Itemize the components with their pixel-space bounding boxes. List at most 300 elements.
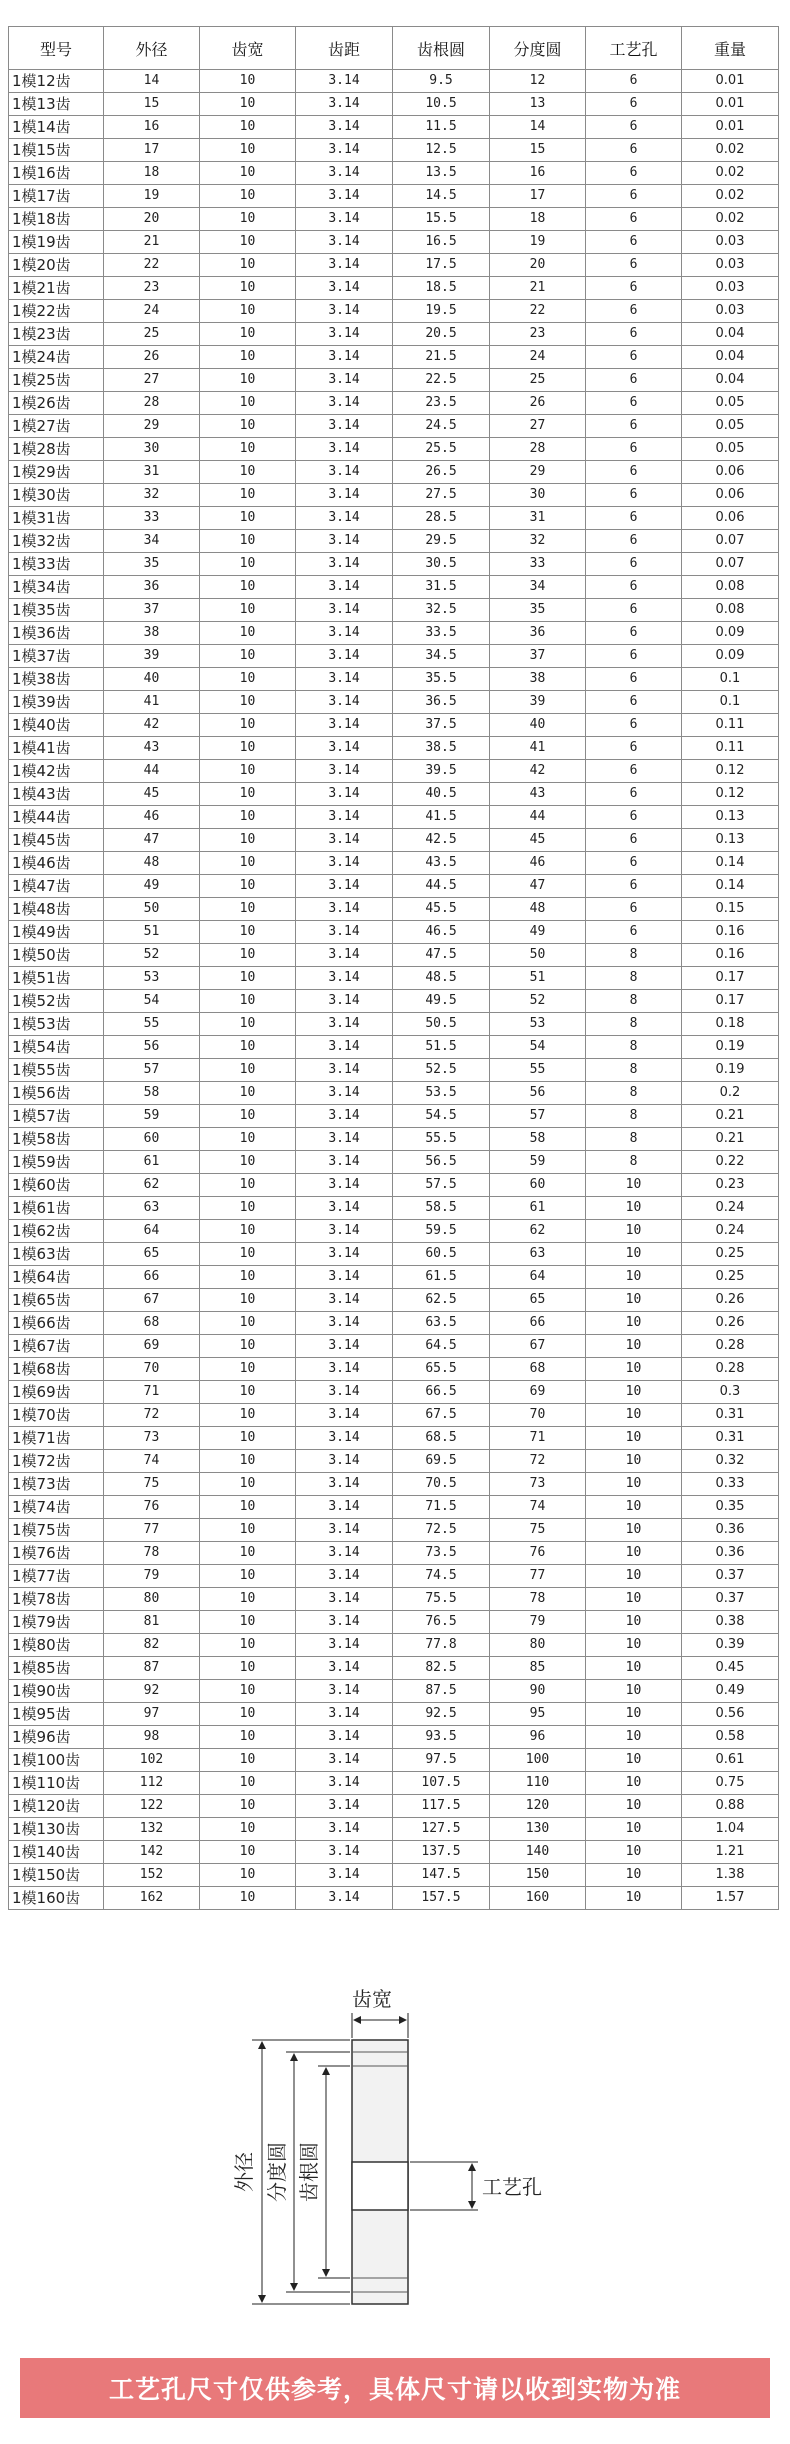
table-cell: 0.05 xyxy=(682,438,779,461)
table-cell: 19 xyxy=(104,185,200,208)
table-cell: 10 xyxy=(200,1542,296,1565)
table-cell: 39 xyxy=(490,691,586,714)
table-cell: 36 xyxy=(490,622,586,645)
table-cell: 35 xyxy=(490,599,586,622)
table-cell: 0.02 xyxy=(682,208,779,231)
table-cell: 3.14 xyxy=(296,737,393,760)
table-row xyxy=(9,1841,779,1864)
table-cell: 3.14 xyxy=(296,162,393,185)
table-cell: 10 xyxy=(200,254,296,277)
table-cell: 10 xyxy=(200,1818,296,1841)
table-cell: 68.5 xyxy=(393,1427,490,1450)
table-cell: 59 xyxy=(104,1105,200,1128)
table-cell: 10 xyxy=(586,1887,682,1910)
table-row xyxy=(9,70,779,93)
outer-diameter-label: 外径 xyxy=(232,2152,256,2192)
table-cell: 8 xyxy=(586,944,682,967)
table-cell: 0.17 xyxy=(682,990,779,1013)
table-cell: 1模43齿 xyxy=(9,783,104,806)
table-cell: 10 xyxy=(586,1197,682,1220)
table-cell: 0.02 xyxy=(682,162,779,185)
table-cell: 157.5 xyxy=(393,1887,490,1910)
table-cell: 1模36齿 xyxy=(9,622,104,645)
table-cell: 15 xyxy=(490,139,586,162)
table-cell: 56 xyxy=(490,1082,586,1105)
table-cell: 10 xyxy=(200,530,296,553)
table-cell: 10 xyxy=(586,1818,682,1841)
table-cell: 21 xyxy=(490,277,586,300)
table-cell: 51.5 xyxy=(393,1036,490,1059)
table-cell: 33 xyxy=(490,553,586,576)
table-cell: 10 xyxy=(200,691,296,714)
table-cell: 10 xyxy=(200,185,296,208)
table-cell: 6 xyxy=(586,70,682,93)
table-cell: 0.58 xyxy=(682,1726,779,1749)
table-cell: 27.5 xyxy=(393,484,490,507)
table-cell: 60 xyxy=(104,1128,200,1151)
table-cell: 3.14 xyxy=(296,1818,393,1841)
table-row xyxy=(9,1772,779,1795)
table-cell: 3.14 xyxy=(296,576,393,599)
table-cell: 66 xyxy=(104,1266,200,1289)
table-row xyxy=(9,277,779,300)
table-cell: 78 xyxy=(490,1588,586,1611)
table-cell: 1模66齿 xyxy=(9,1312,104,1335)
table-cell: 0.06 xyxy=(682,461,779,484)
table-cell: 0.12 xyxy=(682,760,779,783)
table-row xyxy=(9,346,779,369)
table-cell: 46 xyxy=(490,852,586,875)
table-cell: 68 xyxy=(104,1312,200,1335)
table-cell: 27 xyxy=(104,369,200,392)
table-cell: 1.04 xyxy=(682,1818,779,1841)
table-cell: 122 xyxy=(104,1795,200,1818)
table-row xyxy=(9,1335,779,1358)
table-cell: 1模27齿 xyxy=(9,415,104,438)
table-cell: 0.37 xyxy=(682,1588,779,1611)
table-row xyxy=(9,116,779,139)
table-cell: 28 xyxy=(490,438,586,461)
table-cell: 56.5 xyxy=(393,1151,490,1174)
table-row xyxy=(9,1611,779,1634)
table-cell: 70 xyxy=(104,1358,200,1381)
table-cell: 1模25齿 xyxy=(9,369,104,392)
table-cell: 10 xyxy=(200,1128,296,1151)
table-cell: 17 xyxy=(490,185,586,208)
table-cell: 0.12 xyxy=(682,783,779,806)
table-cell: 1模90齿 xyxy=(9,1680,104,1703)
table-cell: 72.5 xyxy=(393,1519,490,1542)
table-cell: 3.14 xyxy=(296,1519,393,1542)
table-cell: 25 xyxy=(490,369,586,392)
table-cell: 10 xyxy=(200,1680,296,1703)
table-cell: 10 xyxy=(586,1266,682,1289)
table-cell: 6 xyxy=(586,806,682,829)
table-cell: 102 xyxy=(104,1749,200,1772)
table-cell: 31 xyxy=(490,507,586,530)
table-cell: 1模23齿 xyxy=(9,323,104,346)
table-cell: 10 xyxy=(586,1703,682,1726)
table-cell: 0.04 xyxy=(682,346,779,369)
table-row xyxy=(9,1496,779,1519)
table-row xyxy=(9,668,779,691)
table-row xyxy=(9,622,779,645)
table-cell: 0.19 xyxy=(682,1059,779,1082)
table-cell: 43 xyxy=(104,737,200,760)
table-cell: 54.5 xyxy=(393,1105,490,1128)
table-row xyxy=(9,1266,779,1289)
table-cell: 1模62齿 xyxy=(9,1220,104,1243)
table-cell: 10 xyxy=(200,760,296,783)
table-cell: 142 xyxy=(104,1841,200,1864)
table-cell: 74 xyxy=(104,1450,200,1473)
table-cell: 10 xyxy=(200,599,296,622)
table-cell: 76 xyxy=(490,1542,586,1565)
table-cell: 60 xyxy=(490,1174,586,1197)
table-cell: 8 xyxy=(586,1151,682,1174)
table-cell: 42.5 xyxy=(393,829,490,852)
table-row xyxy=(9,231,779,254)
table-cell: 47 xyxy=(104,829,200,852)
table-row xyxy=(9,392,779,415)
table-cell: 29 xyxy=(104,415,200,438)
table-cell: 58.5 xyxy=(393,1197,490,1220)
table-cell: 46 xyxy=(104,806,200,829)
table-cell: 0.35 xyxy=(682,1496,779,1519)
table-cell: 3.14 xyxy=(296,530,393,553)
table-cell: 0.04 xyxy=(682,369,779,392)
table-cell: 10 xyxy=(200,1312,296,1335)
table-cell: 70 xyxy=(490,1404,586,1427)
table-cell: 3.14 xyxy=(296,1887,393,1910)
column-header: 外径 xyxy=(104,27,200,70)
table-cell: 10 xyxy=(200,898,296,921)
table-cell: 57.5 xyxy=(393,1174,490,1197)
table-cell: 3.14 xyxy=(296,346,393,369)
table-cell: 1模45齿 xyxy=(9,829,104,852)
table-cell: 36.5 xyxy=(393,691,490,714)
table-cell: 18.5 xyxy=(393,277,490,300)
table-header xyxy=(9,27,779,70)
table-cell: 1模29齿 xyxy=(9,461,104,484)
table-cell: 10 xyxy=(200,1151,296,1174)
table-cell: 3.14 xyxy=(296,484,393,507)
table-cell: 1模70齿 xyxy=(9,1404,104,1427)
table-cell: 10 xyxy=(200,1036,296,1059)
table-cell: 1模26齿 xyxy=(9,392,104,415)
table-cell: 3.14 xyxy=(296,1013,393,1036)
table-cell: 10 xyxy=(200,737,296,760)
table-cell: 0.26 xyxy=(682,1289,779,1312)
table-cell: 10.5 xyxy=(393,93,490,116)
table-cell: 0.24 xyxy=(682,1220,779,1243)
table-row xyxy=(9,254,779,277)
table-row xyxy=(9,1220,779,1243)
table-cell: 62 xyxy=(490,1220,586,1243)
table-cell: 1模56齿 xyxy=(9,1082,104,1105)
table-row xyxy=(9,1542,779,1565)
table-cell: 1模85齿 xyxy=(9,1657,104,1680)
table-cell: 3.14 xyxy=(296,806,393,829)
table-cell: 10 xyxy=(586,1749,682,1772)
table-row xyxy=(9,1358,779,1381)
table-cell: 1模40齿 xyxy=(9,714,104,737)
table-cell: 20 xyxy=(490,254,586,277)
table-cell: 16.5 xyxy=(393,231,490,254)
table-cell: 1模22齿 xyxy=(9,300,104,323)
table-row xyxy=(9,1174,779,1197)
table-cell: 3.14 xyxy=(296,461,393,484)
table-cell: 1模96齿 xyxy=(9,1726,104,1749)
table-cell: 1模38齿 xyxy=(9,668,104,691)
table-cell: 10 xyxy=(200,622,296,645)
table-row xyxy=(9,139,779,162)
table-cell: 10 xyxy=(200,116,296,139)
table-cell: 1模46齿 xyxy=(9,852,104,875)
table-row xyxy=(9,714,779,737)
table-cell: 51 xyxy=(104,921,200,944)
table-cell: 67 xyxy=(104,1289,200,1312)
table-cell: 0.31 xyxy=(682,1404,779,1427)
table-cell: 0.14 xyxy=(682,852,779,875)
table-cell: 38 xyxy=(104,622,200,645)
table-cell: 10 xyxy=(200,1749,296,1772)
table-cell: 75 xyxy=(104,1473,200,1496)
table-row xyxy=(9,1128,779,1151)
table-cell: 10 xyxy=(200,714,296,737)
table-cell: 3.14 xyxy=(296,1036,393,1059)
table-cell: 10 xyxy=(200,300,296,323)
table-cell: 3.14 xyxy=(296,231,393,254)
table-cell: 10 xyxy=(200,1611,296,1634)
table-cell: 1.38 xyxy=(682,1864,779,1887)
table-cell: 107.5 xyxy=(393,1772,490,1795)
table-row xyxy=(9,1634,779,1657)
table-cell: 1模65齿 xyxy=(9,1289,104,1312)
table-cell: 10 xyxy=(586,1335,682,1358)
table-cell: 33.5 xyxy=(393,622,490,645)
table-row xyxy=(9,530,779,553)
column-header: 齿宽 xyxy=(200,27,296,70)
table-cell: 58 xyxy=(104,1082,200,1105)
table-cell: 10 xyxy=(200,806,296,829)
table-cell: 10 xyxy=(586,1795,682,1818)
table-row xyxy=(9,829,779,852)
table-row xyxy=(9,1404,779,1427)
table-cell: 3.14 xyxy=(296,1864,393,1887)
table-cell: 3.14 xyxy=(296,93,393,116)
table-cell: 0.01 xyxy=(682,93,779,116)
table-cell: 10 xyxy=(200,70,296,93)
table-row xyxy=(9,369,779,392)
table-cell: 1模51齿 xyxy=(9,967,104,990)
table-cell: 63.5 xyxy=(393,1312,490,1335)
table-cell: 0.05 xyxy=(682,415,779,438)
table-cell: 10 xyxy=(586,1496,682,1519)
table-cell: 0.3 xyxy=(682,1381,779,1404)
table-cell: 1模20齿 xyxy=(9,254,104,277)
table-cell: 6 xyxy=(586,323,682,346)
table-cell: 0.06 xyxy=(682,507,779,530)
table-cell: 10 xyxy=(200,507,296,530)
table-row xyxy=(9,415,779,438)
table-cell: 1模52齿 xyxy=(9,990,104,1013)
table-cell: 54 xyxy=(490,1036,586,1059)
table-cell: 80 xyxy=(104,1588,200,1611)
table-cell: 31.5 xyxy=(393,576,490,599)
table-cell: 0.26 xyxy=(682,1312,779,1335)
table-cell: 1模73齿 xyxy=(9,1473,104,1496)
table-cell: 64 xyxy=(490,1266,586,1289)
table-cell: 10 xyxy=(200,93,296,116)
table-row xyxy=(9,1243,779,1266)
table-cell: 130 xyxy=(490,1818,586,1841)
table-cell: 10 xyxy=(200,645,296,668)
table-cell: 3.14 xyxy=(296,185,393,208)
table-row xyxy=(9,1680,779,1703)
table-row xyxy=(9,806,779,829)
table-cell: 10 xyxy=(200,553,296,576)
table-cell: 0.17 xyxy=(682,967,779,990)
table-cell: 10 xyxy=(200,438,296,461)
table-cell: 10 xyxy=(586,1174,682,1197)
table-cell: 6 xyxy=(586,691,682,714)
table-cell: 77.8 xyxy=(393,1634,490,1657)
table-cell: 1模42齿 xyxy=(9,760,104,783)
table-cell: 3.14 xyxy=(296,691,393,714)
table-cell: 10 xyxy=(200,1726,296,1749)
table-cell: 3.14 xyxy=(296,392,393,415)
table-cell: 0.88 xyxy=(682,1795,779,1818)
table-row xyxy=(9,1082,779,1105)
table-cell: 6 xyxy=(586,392,682,415)
table-cell: 1模63齿 xyxy=(9,1243,104,1266)
notice-text: 工艺孔尺寸仅供参考，具体尺寸请以收到实物为准 xyxy=(108,2375,681,2404)
table-cell: 10 xyxy=(586,1611,682,1634)
table-row xyxy=(9,1795,779,1818)
table-cell: 10 xyxy=(586,1680,682,1703)
spec-table xyxy=(8,26,779,1910)
table-cell: 1模28齿 xyxy=(9,438,104,461)
table-cell: 33 xyxy=(104,507,200,530)
table-cell: 8 xyxy=(586,1105,682,1128)
table-cell: 3.14 xyxy=(296,1703,393,1726)
table-cell: 3.14 xyxy=(296,70,393,93)
table-cell: 1模34齿 xyxy=(9,576,104,599)
table-cell: 8 xyxy=(586,1036,682,1059)
table-cell: 49 xyxy=(490,921,586,944)
table-row xyxy=(9,875,779,898)
table-cell: 3.14 xyxy=(296,1220,393,1243)
table-cell: 18 xyxy=(104,162,200,185)
table-cell: 1模13齿 xyxy=(9,93,104,116)
table-cell: 3.14 xyxy=(296,668,393,691)
table-row xyxy=(9,1864,779,1887)
table-cell: 10 xyxy=(586,1841,682,1864)
table-cell: 14 xyxy=(490,116,586,139)
table-cell: 1模58齿 xyxy=(9,1128,104,1151)
table-cell: 6 xyxy=(586,139,682,162)
table-row xyxy=(9,1749,779,1772)
table-cell: 10 xyxy=(200,1082,296,1105)
table-cell: 32.5 xyxy=(393,599,490,622)
table-cell: 0.45 xyxy=(682,1657,779,1680)
table-cell: 0.37 xyxy=(682,1565,779,1588)
table-cell: 3.14 xyxy=(296,1059,393,1082)
table-cell: 63 xyxy=(490,1243,586,1266)
table-cell: 0.07 xyxy=(682,530,779,553)
table-cell: 3.14 xyxy=(296,1841,393,1864)
table-cell: 3.14 xyxy=(296,1289,393,1312)
table-cell: 0.36 xyxy=(682,1519,779,1542)
table-row xyxy=(9,1703,779,1726)
table-cell: 0.03 xyxy=(682,254,779,277)
table-cell: 10 xyxy=(200,1197,296,1220)
table-cell: 1模100齿 xyxy=(9,1749,104,1772)
column-header: 分度圆 xyxy=(490,27,586,70)
table-cell: 6 xyxy=(586,645,682,668)
table-cell: 60.5 xyxy=(393,1243,490,1266)
table-cell: 8 xyxy=(586,1013,682,1036)
table-cell: 75.5 xyxy=(393,1588,490,1611)
table-cell: 1模75齿 xyxy=(9,1519,104,1542)
table-cell: 6 xyxy=(586,668,682,691)
table-cell: 22 xyxy=(104,254,200,277)
table-cell: 14 xyxy=(104,70,200,93)
table-row xyxy=(9,185,779,208)
table-cell: 82 xyxy=(104,1634,200,1657)
table-cell: 10 xyxy=(200,231,296,254)
table-cell: 55.5 xyxy=(393,1128,490,1151)
table-cell: 3.14 xyxy=(296,1680,393,1703)
table-row xyxy=(9,1565,779,1588)
table-cell: 10 xyxy=(586,1565,682,1588)
table-cell: 6 xyxy=(586,208,682,231)
table-cell: 3.14 xyxy=(296,116,393,139)
table-cell: 48.5 xyxy=(393,967,490,990)
table-cell: 65 xyxy=(490,1289,586,1312)
table-cell: 162 xyxy=(104,1887,200,1910)
table-cell: 6 xyxy=(586,116,682,139)
table-cell: 1模130齿 xyxy=(9,1818,104,1841)
table-cell: 16 xyxy=(490,162,586,185)
table-cell: 93.5 xyxy=(393,1726,490,1749)
table-cell: 50 xyxy=(490,944,586,967)
table-cell: 10 xyxy=(200,967,296,990)
table-cell: 45 xyxy=(490,829,586,852)
table-cell: 76 xyxy=(104,1496,200,1519)
table-cell: 3.14 xyxy=(296,1726,393,1749)
table-cell: 1模72齿 xyxy=(9,1450,104,1473)
table-cell: 10 xyxy=(200,1657,296,1680)
table-cell: 3.14 xyxy=(296,1312,393,1335)
table-cell: 92 xyxy=(104,1680,200,1703)
table-cell: 1模61齿 xyxy=(9,1197,104,1220)
table-cell: 1模95齿 xyxy=(9,1703,104,1726)
table-cell: 10 xyxy=(200,1841,296,1864)
table-cell: 29 xyxy=(490,461,586,484)
table-row xyxy=(9,1105,779,1128)
column-header: 工艺孔 xyxy=(586,27,682,70)
header-row xyxy=(9,27,779,70)
table-cell: 72 xyxy=(104,1404,200,1427)
table-cell: 57 xyxy=(104,1059,200,1082)
table-cell: 1模68齿 xyxy=(9,1358,104,1381)
table-row xyxy=(9,507,779,530)
table-cell: 3.14 xyxy=(296,139,393,162)
table-cell: 3.14 xyxy=(296,1450,393,1473)
table-cell: 1模64齿 xyxy=(9,1266,104,1289)
